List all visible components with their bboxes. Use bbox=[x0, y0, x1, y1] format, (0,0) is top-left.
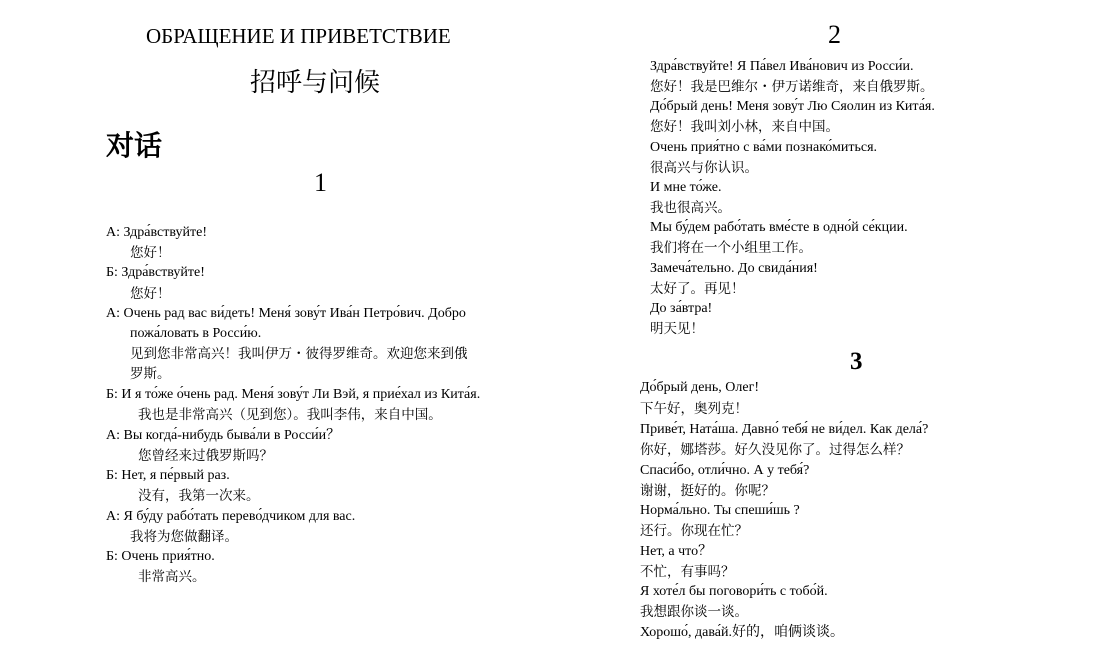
dialog-2-line: Замеча́тельно. До свида́ния! bbox=[650, 261, 818, 276]
dialog-2-line: 您好！我是巴维尔・伊万诺维奇，来自俄罗斯。 bbox=[650, 79, 934, 95]
dialog-2-line: 您好！我叫刘小林，来自中国。 bbox=[650, 119, 839, 135]
dialog-3-line: Спаси́бо, отли́чно. А у тебя́? bbox=[640, 463, 810, 478]
dialog-3-line: Норма́льно. Ты спеши́шь ? bbox=[640, 503, 800, 518]
dialog-1-line: А: Здра́вствуйте! bbox=[106, 225, 207, 240]
dialog-1-line: 我将为您做翻译。 bbox=[130, 529, 238, 545]
dialog-1-number: 1 bbox=[314, 168, 327, 197]
dialog-3-line: 还行。你现在忙？ bbox=[640, 523, 748, 539]
dialog-2-line: Здра́вствуйте! Я Па́вел Ива́нович из Росси́и. bbox=[650, 59, 914, 74]
dialog-1-line: А: Вы когда́-нибудь быва́ли в Росси́и？ bbox=[106, 428, 341, 443]
dialog-3-line: 我想跟你谈一谈。 bbox=[640, 604, 748, 620]
dialog-1-line: пожа́ловать в Росси́ю. bbox=[130, 326, 262, 341]
dialog-1-line: Б: Нет, я пе́рвый раз. bbox=[106, 468, 230, 483]
dialog-2-line: Очень прия́тно с ва́ми познако́миться. bbox=[650, 140, 878, 155]
dialog-1-line: 您好！ bbox=[130, 286, 171, 302]
dialog-1-line: 您好！ bbox=[130, 245, 171, 261]
dialog-2-line: 我也很高兴。 bbox=[650, 200, 731, 216]
dialog-2-line: Мы бу́дем рабо́тать вме́сте в одно́й се́кции. bbox=[650, 220, 908, 235]
dialog-1-line: Б: Здра́вствуйте! bbox=[106, 265, 205, 280]
dialog-1-line: 我也是非常高兴（见到您）。我叫李伟，来自中国。 bbox=[138, 407, 442, 423]
dialog-2-line: 我们将在一个小组里工作。 bbox=[650, 240, 812, 256]
dialog-1-line: 非常高兴。 bbox=[138, 569, 206, 585]
dialog-2-line: До́брый день! Меня зову́т Лю Сяолин из Кита́я. bbox=[650, 99, 935, 114]
dialog-3-line: 谢谢，挺好的。你呢？ bbox=[640, 483, 775, 499]
dialog-1-line: 罗斯。 bbox=[130, 366, 171, 382]
dialog-3-line: Приве́т, Ната́ша. Давно́ тебя́ не ви́дел. Как дела́? bbox=[640, 422, 929, 437]
dialog-3-line: 不忙，有事吗？ bbox=[640, 564, 735, 580]
dialog-3-number: 3 bbox=[850, 348, 863, 375]
dialog-2-line: 太好了。再见！ bbox=[650, 281, 745, 297]
dialog-2-line: До за́втра! bbox=[650, 301, 713, 316]
dialog-3-line: 你好，娜塔莎。好久没见你了。过得怎么样？ bbox=[640, 442, 910, 458]
dialog-1-line: 见到您非常高兴！我叫伊万・彼得罗维奇。欢迎您来到俄 bbox=[130, 346, 468, 362]
dialog-1-line: А: Я бу́ду рабо́тать перево́дчиком для вас. bbox=[106, 509, 356, 524]
dialog-2-line: И мне то́же. bbox=[650, 180, 722, 195]
dialog-1-line: 您曾经来过俄罗斯吗？ bbox=[138, 448, 273, 464]
section-heading-dialog: 对话 bbox=[106, 129, 163, 162]
dialog-2-line: 明天见！ bbox=[650, 321, 704, 337]
dialog-1-line: Б: И я то́же о́чень рад. Меня́ зову́т Ли Вэй, я прие́хал из Кита́я. bbox=[106, 387, 481, 402]
dialog-3-line: 下午好，奥列克！ bbox=[640, 401, 748, 417]
dialog-3-line: Хорошо́, дава́й.好的，咱俩谈谈。 bbox=[640, 625, 844, 640]
dialog-3-line: До́брый день, Олег! bbox=[640, 380, 759, 395]
dialog-1-line: А: Очень рад вас ви́деть! Меня́ зову́т Ива́н Петро́вич. Добро bbox=[106, 306, 466, 321]
title-russian: ОБРАЩЕНИЕ И ПРИВЕТСТВИЕ bbox=[146, 24, 451, 48]
dialog-3-line: Я хоте́л бы поговори́ть с тобо́й. bbox=[640, 584, 828, 599]
dialog-3-line: Нет, а что？ bbox=[640, 544, 713, 559]
dialog-1-line: 没有，我第一次来。 bbox=[138, 488, 260, 504]
title-chinese: 招呼与问候 bbox=[250, 68, 381, 98]
dialog-1-line: Б: Очень прия́тно. bbox=[106, 549, 215, 564]
dialog-2-number: 2 bbox=[828, 20, 841, 49]
dialog-2-line: 很高兴与你认识。 bbox=[650, 160, 758, 176]
